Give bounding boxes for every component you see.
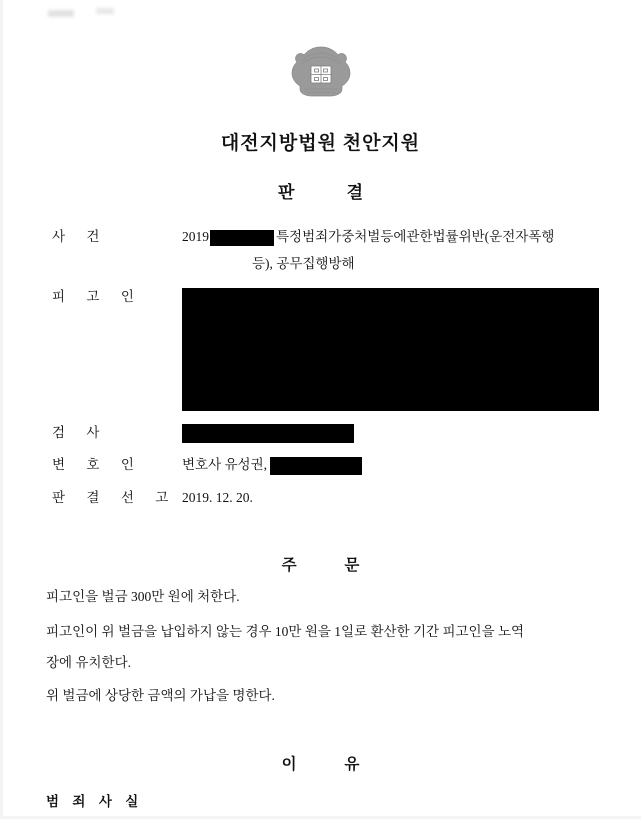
court-name: 대전지방법원 천안지원 (220, 133, 421, 154)
redaction-prosecutor-name (182, 424, 354, 443)
order-line: 장에 유치한다. (46, 655, 131, 670)
criminal-facts-subheading: 범 죄 사 실 (46, 794, 144, 809)
reason-heading: 이 유 (281, 756, 382, 773)
redaction-defendant-info (182, 288, 599, 411)
redaction-attorney-extra (270, 457, 362, 475)
field-prosecutor-label: 검 사 (52, 425, 109, 440)
order-heading: 주 문 (281, 557, 382, 574)
order-line: 피고인을 벌금 300만 원에 처한다. (46, 589, 240, 604)
korean-court-emblem-icon (289, 44, 353, 100)
case-year: 2019 (182, 229, 209, 244)
field-sentence-date-value: 2019. 12. 20. (182, 490, 253, 505)
field-sentence-date-label: 판 결 선 고 (52, 490, 178, 505)
scan-artifact (48, 10, 74, 17)
order-line: 피고인이 위 벌금을 납입하지 않는 경우 10만 원을 1일로 환산한 기간 피고인을 노역 (46, 624, 525, 639)
field-case-value (182, 228, 641, 271)
case-charge-line2: 등), 공무집행방해 (252, 256, 355, 271)
scan-artifact (96, 8, 114, 14)
order-line: 위 벌금에 상당한 금액의 가납을 명한다. (46, 688, 275, 703)
field-defendant-label: 피 고 인 (52, 289, 143, 304)
field-attorney-value (182, 456, 641, 475)
redaction-case-number (210, 230, 274, 246)
case-charge-line1: 특정범죄가중처벌등에관한법률위반(운전자폭행 (276, 229, 555, 244)
field-attorney-label: 변 호 인 (52, 457, 143, 472)
page-left-edge (0, 0, 3, 819)
document-title: 판 결 (277, 183, 388, 202)
field-case-label: 사 건 (52, 229, 109, 244)
attorney-name: 변호사 유성권, (182, 457, 267, 472)
